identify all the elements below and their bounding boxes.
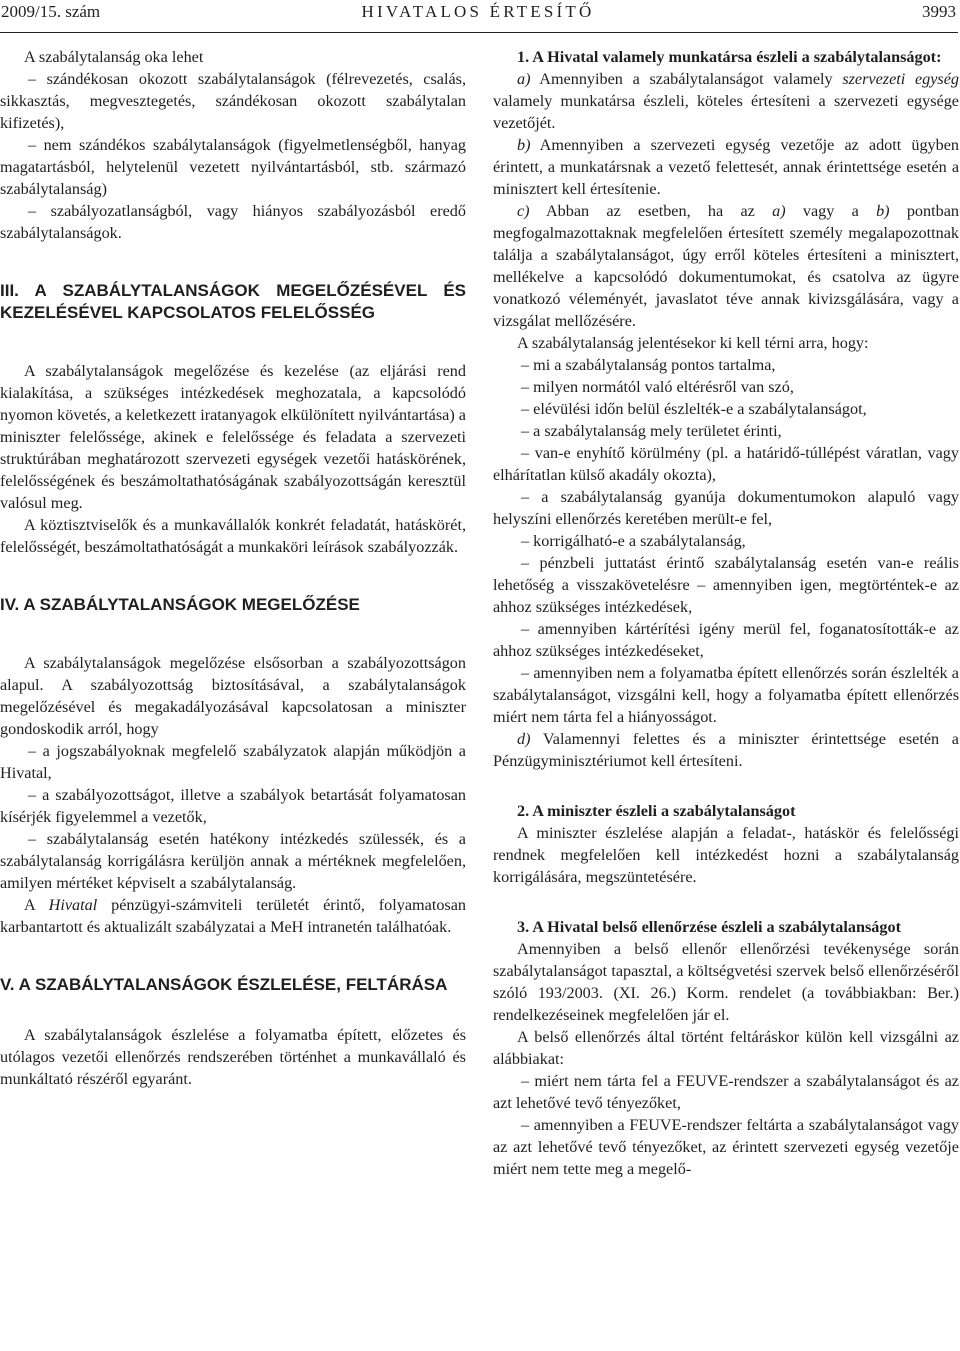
section-heading-v: V. A SZABÁLYTALANSÁGOK ÉSZLELÉSE, FELTÁRÁSA (0, 975, 448, 994)
paragraph: A szabálytalanság oka lehet (24, 48, 204, 66)
page-number: 3993 (922, 2, 956, 21)
paragraph: A köztisztviselők és a munkavállalók konkrét feladatát, hatáskörét, felelősségét, beszámoltathatóságát a munkaköri leírások szabályozzák. (0, 516, 466, 556)
subsection-heading-1: 1. A Hivatal valamely munkatársa észleli a szabálytalanságot: (517, 48, 942, 66)
list-item: – van-e enyhítő körülmény (pl. a határidő-túllépést váratlan, vagy elhárítatlan külső akadály okozta), (493, 444, 959, 484)
paragraph: A szabálytalanság jelentésekor ki kell térni arra, hogy: (517, 334, 869, 352)
list-item: – nem szándékos szabálytalanságok (figyelmetlenségből, hanyag magatartásból, helytelenül vezetett nyilvántartásból, stb. származó szabálytalanság) (0, 136, 466, 198)
list-item: – miért nem tárta fel a FEUVE-rendszer a szabálytalanságot és az azt lehetővé tevő tényezőket, (493, 1072, 959, 1112)
subsection-heading-3: 3. A Hivatal belső ellenőrzése észleli a szabálytalanságot (517, 918, 901, 936)
running-header (0, 0, 956, 22)
list-item: – amennyiben nem a folyamatba épített ellenőrzés során észlelték a szabálytalanságot, vizsgálni kell, hogy a folyamatba épített ellenőrzés miért nem tárta fel a hiányosságot. (493, 664, 959, 726)
list-item: – szabályozatlanságból, vagy hiányos szabályozásból eredő szabálytalanságok. (0, 202, 466, 242)
list-item: – a jogszabályoknak megfelelő szabályzatok alapján működjön a Hivatal, (0, 742, 466, 782)
list-item: – milyen normától való eltérésről van szó, (521, 378, 794, 396)
italic-term: Hivatal (48, 896, 98, 914)
subsection-heading-2: 2. A miniszter észleli a szabálytalanságot (517, 802, 796, 820)
paragraph: A Hivatal pénzügyi-számviteli területét érintő, folyamatosan karbantartott és aktualizált szabályzatai a MeH intranetén találhatóak. (0, 896, 467, 936)
paragraph: Amennyiben a belső ellenőr ellenőrzési tevékenysége során szabálytalanságot tapasztal, a költségvetési szervek belső ellenőrzéséről szóló 193/2003. (XI. 26.) Korm. rendelet (a továbbiakban: Ber.) rendelkezéseinek megfelelően jár el. (493, 940, 959, 1024)
list-item: – pénzbeli juttatást érintő szabálytalanság esetén van-e reális lehetőség a visszakövetelésre – amennyiben igen, megtörténtek-e az ahhoz szükséges intézkedések, (493, 554, 959, 616)
left-column (0, 46, 466, 1090)
section-heading-iii: III. A SZABÁLYTALANSÁGOK MEGELŐZÉSÉVEL ÉS KEZELÉSÉVEL KAPCSOLATOS FELELŐSSÉG (0, 281, 466, 322)
paragraph: A szabálytalanságok megelőzése és kezelése (az eljárási rend kialakítása, a szükséges intézkedések meghozatala, a kapcsolódó nyomon követés, a keletkezett iratanyagok elkülönített nyilvántartása) a miniszter felelőssége, akinek e felelőssége és feladata a szervezeti struktúrában meghatározott szervezeti egységek vezetői hatáskörének, felelősségének és beszámoltathatóságának szabályozottságán keresztül valósul meg. (0, 362, 466, 512)
paragraph: A szabálytalanságok észlelése a folyamatba épített, előzetes és utólagos vezetői ellenőrzés rendszerében történhet a munkavállaló és munkáltató részéről egyaránt. (0, 1026, 466, 1088)
paragraph: b) Amennyiben a szervezeti egység vezetője az adott ügyben érintett, a munkatársnak a vezető felettesét, annak érintettsége esetén a minisztert kell értesítenie. (493, 136, 959, 198)
list-item: – korrigálható-e a szabálytalanság, (521, 532, 746, 550)
list-item: – a szabálytalanság gyanúja dokumentumokon alapuló vagy helyszíni ellenőrzés keretében merült-e fel, (493, 488, 959, 528)
issue-number: 2009/15. szám (1, 2, 101, 21)
right-column (493, 46, 959, 1180)
section-heading-iv: IV. A SZABÁLYTALANSÁGOK MEGELŐZÉSE (0, 595, 360, 614)
paragraph: A szabálytalanságok megelőzése elsősorban a szabályozottságon alapul. A szabályozottság biztosításával, a szabálytalanságok megelőzésével és megakadályozásával kapcsolatosan a miniszter gondoskodik arról, hogy (0, 654, 466, 738)
list-item: – szándékosan okozott szabálytalanságok (félrevezetés, csalás, sikkasztás, megvesztegetés, szándékosan okozott szabálytalan kifizetés), (0, 70, 466, 132)
list-item: – elévülési időn belül észlelték-e a szabálytalanságot, (521, 400, 867, 418)
paragraph: A miniszter észlelése alapján a feladat-, hatáskör és felelősségi rendnek megfelelően kell intézkedést hozni a szabálytalanság korrigálására, megszüntetésére. (493, 824, 959, 886)
list-item: – mi a szabálytalanság pontos tartalma, (521, 356, 776, 374)
paragraph: A belső ellenőrzés által történt feltáráskor külön kell vizsgálni az alábbiakat: (493, 1028, 959, 1068)
paragraph: d) Valamennyi felettes és a miniszter érintettsége esetén a Pénzügyminisztériumot kell értesíteni. (493, 730, 959, 770)
list-item: – a szabálytalanság mely területet érinti, (521, 422, 782, 440)
publication-title: HIVATALOS ÉRTESÍTŐ (361, 2, 595, 21)
list-item: – amennyiben a FEUVE-rendszer feltárta a szabálytalanságot vagy az azt lehetővé tevő tényezőket, az érintett szervezeti egység vezetője miért nem tette meg a megelő- (493, 1116, 959, 1178)
list-item: – szabálytalanság esetén hatékony intézkedés szülessék, és a szabálytalanság korrigálásra kerüljön annak a mértéknek megfelelően, amilyen mértéket képviselt a szabálytalanság. (0, 830, 466, 892)
list-item: – a szabályozottságot, illetve a szabályok betartását folyamatosan kísérjék figyelemmel a vezetők, (0, 786, 466, 826)
paragraph: c) Abban az esetben, ha az a) vagy a b) pontban megfogalmazottaknak megfelelően értesített személy megalapozottnak találja a szabálytalanságot, úgy erről köteles értesíteni a minisztert, mellékelve a kapcsolódó dokumentumokat, és csatolva az ügyre vonatkozó véleményét, javaslatot téve annak kivizsgálására, vagy a vizsgálat mellőzésére. (493, 202, 959, 330)
list-item: – amennyiben kártérítési igény merül fel, foganatosították-e az ahhoz szükséges intézkedéseket, (493, 620, 959, 660)
header-rule (0, 32, 958, 33)
paragraph: a) Amennyiben a szabálytalanságot valamely szervezeti egység valamely munkatársa észleli, köteles értesíteni a szervezeti egysége vezetőjét. (493, 70, 959, 132)
